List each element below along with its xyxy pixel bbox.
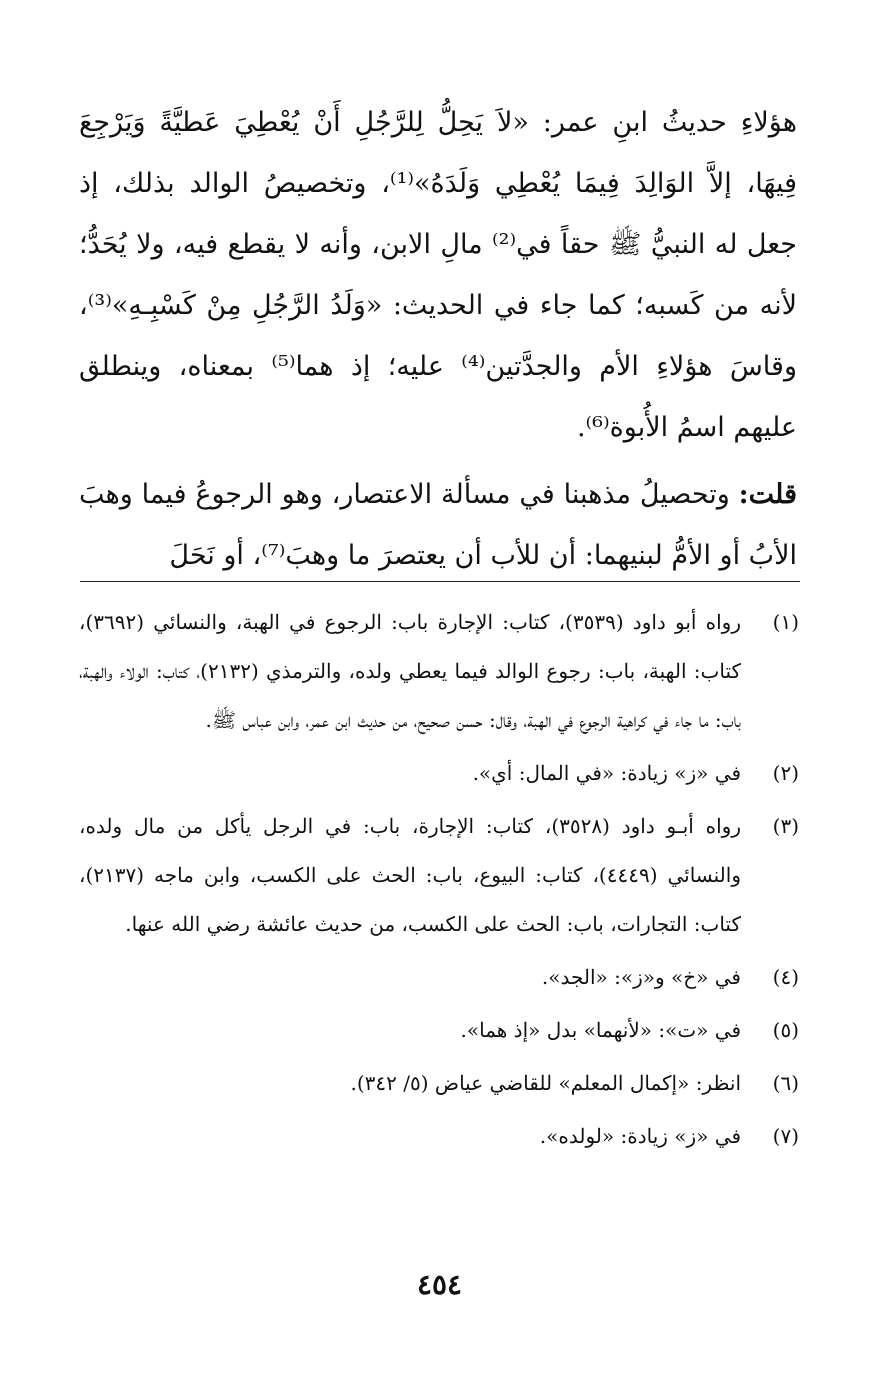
paragraph-lead-qultu: قلت: [738, 479, 797, 510]
footnote-number: (٦) [772, 1071, 799, 1095]
footnote-number: (٧) [772, 1124, 799, 1148]
footnote-6 [79, 1059, 799, 1108]
footnote-divider [80, 581, 800, 582]
footnote-number: (٣) [772, 814, 799, 838]
footnote-7 [79, 1112, 799, 1161]
footnote-text: في «ت»: «لأنهما» بدل «إذ هما». [460, 1018, 741, 1042]
footnote-2 [79, 749, 799, 798]
footnote-text: في «خ» و«ز»: «الجد». [541, 965, 741, 989]
footnote-5 [79, 1006, 799, 1055]
footnote-number: (٢) [772, 761, 799, 785]
footnote-1 [79, 598, 799, 745]
footnote-text: في «ز» زيادة: «لولده». [539, 1124, 741, 1148]
footnote-number: (٥) [772, 1018, 799, 1042]
footnote-number: (٤) [772, 965, 799, 989]
footnote-number: (١) [772, 610, 799, 634]
paragraph-2-text: وتحصيلُ مذهبنا في مسألة الاعتصار، وهو الرجوعُ فيما وهبَ الأبُ أو الأمُّ لبنيهما: أن للأب أن يعتصرَ ما وهبَ⁽⁷⁾، أو نَحَلَ [79, 479, 797, 571]
footnote-3 [79, 802, 799, 949]
footnote-4 [79, 953, 799, 1002]
main-text-body [79, 92, 797, 586]
footnote-text: في «ز» زيادة: «في المال: أي». [472, 761, 741, 785]
main-paragraph-2 [79, 464, 797, 586]
footnotes-section [79, 598, 799, 1165]
footnote-text: رواه أبو داود (٣٥٣٩)، كتاب: الإجارة باب: الرجوع في الهبة، والنسائي (٣٦٩٢)، كتاب: الهبة، باب: رجوع الوالد فيما يعطي ولده، والترمذي (٢١٣٢)، كتاب: الولاء والهبة، باب: ما جاء في كراهية الرجوع في الهبة، وقال: حسن صحيح، من حديث ابن عمر، وابن عباس ﷺ. [79, 610, 742, 732]
footnote-text: رواه أبـو داود (٣٥٢٨)، كتاب: الإجارة، باب: في الرجل يأكل من مال ولده، والنسائي (٤٤٤٩)، كتاب: البيوع، باب: الحث على الكسب، وابن ماجه (٢١٣٧)، كتاب: التجارات، باب: الحث على الكسب، من حديث عائشة رضي الله عنها. [79, 814, 741, 936]
footnote-text: انظر: «إكمال المعلم» للقاضي عياض (٥/ ٣٤٢). [350, 1071, 741, 1095]
main-paragraph-1: هؤلاءِ حديثُ ابنِ عمر: «لاَ يَحِلُّ لِلرَّجُلِ أَنْ يُعْطِيَ عَطيَّةً وَيَرْجِعَ فِيهَا، إلاَّ الوَالِدَ فِيمَا يُعْطِي وَلَدَهُ»⁽¹⁾، وتخصيصُ الوالد بذلك، إذ جعل له النبيُّ ﷺ حقاً في⁽²⁾ مالِ الابن، وأنه لا يقطع فيه، ولا يُحَدُّ؛ لأنه من كَسبه؛ كما جاء في الحديث: «وَلَدُ الرَّجُلِ مِنْ كَسْبِـهِ»⁽³⁾، وقاسَ هؤلاءِ الأم والجدَّتين⁽⁴⁾ عليه؛ إذ هما⁽⁵⁾ بمعناه، وينطلق عليهم اسمُ الأُبوة⁽⁶⁾. [79, 107, 798, 443]
page-number: ٤٥٤ [416, 1268, 463, 1301]
